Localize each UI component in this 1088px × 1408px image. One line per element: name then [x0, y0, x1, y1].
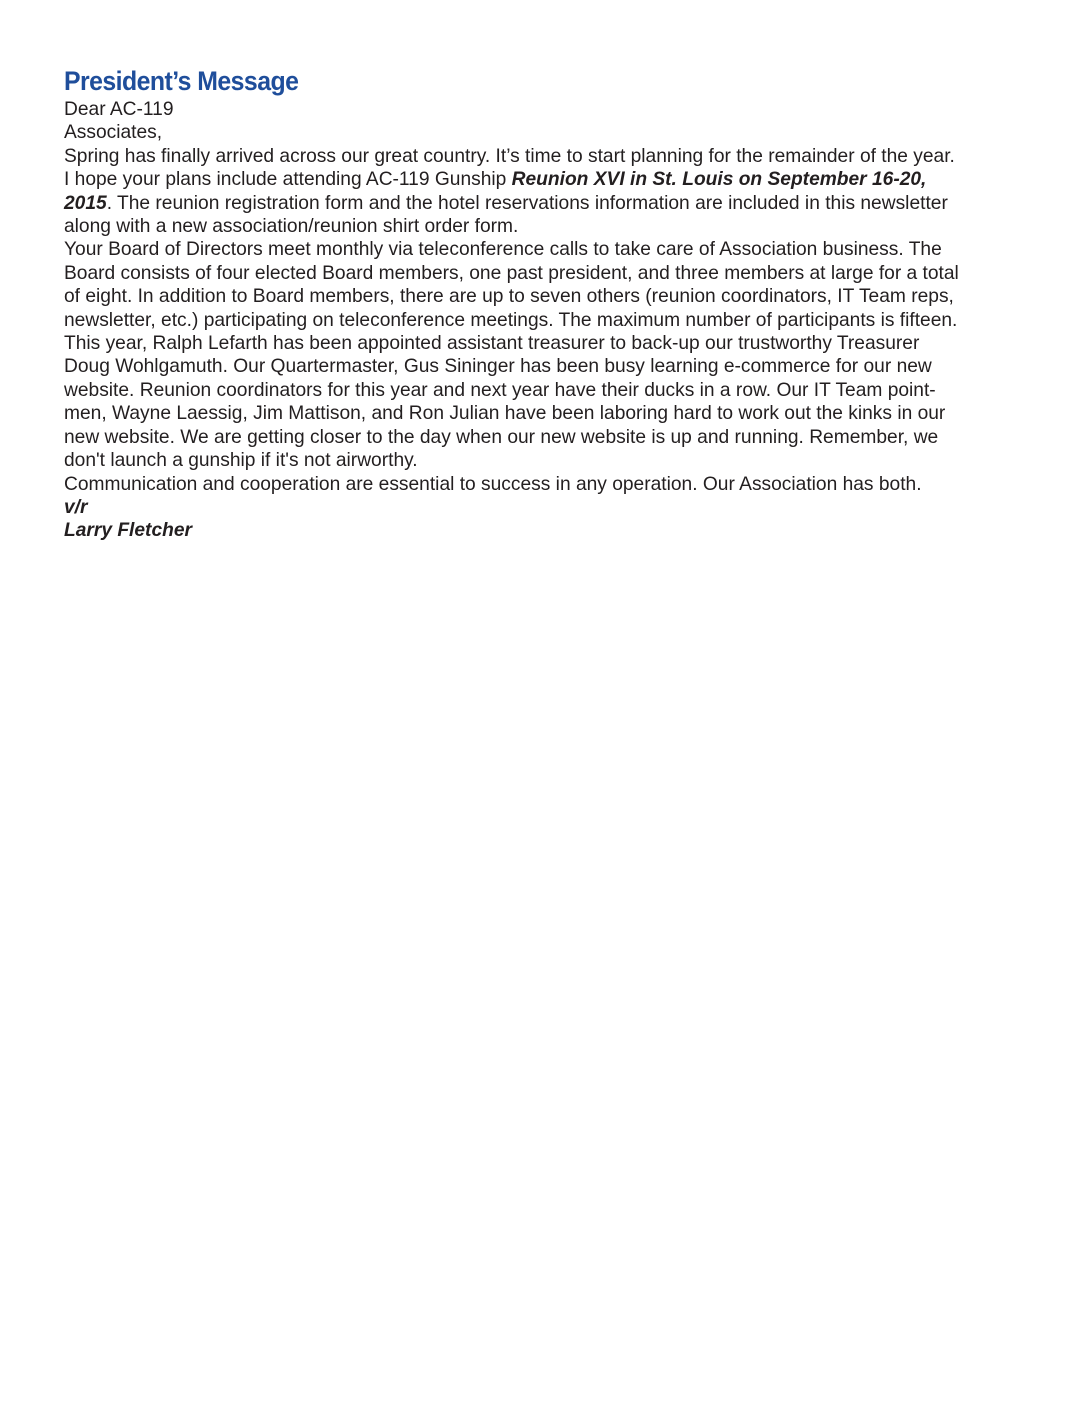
paragraph-line: newsletter, etc.) participating on teleconference meetings. The maximum number of participants is fifteen.: [64, 309, 958, 331]
reunion-year-highlight: 2015: [64, 192, 107, 214]
paragraph-line: of eight. In addition to Board members, there are up to seven others (reunion coordinators, IT Team reps,: [64, 286, 954, 308]
paragraph-line: Communication and cooperation are essential to success in any operation. Our Association has both.: [64, 473, 922, 495]
page-title: President’s Message: [64, 66, 299, 96]
paragraph-line: Doug Wohlgamuth. Our Quartermaster, Gus Sininger has been busy learning e-commerce for our new: [64, 356, 932, 378]
paragraph-communication: [64, 473, 1024, 496]
paragraph-line: new website. We are getting closer to the day when our new website is up and running. Remember, we: [64, 426, 939, 448]
paragraph-line: Spring has finally arrived across our great country. It’s time to start planning for the remainder of the year.: [64, 145, 955, 167]
salutation: [64, 98, 1024, 145]
presidents-message-page: [64, 64, 1024, 543]
paragraph-line: This year, Ralph Lefarth has been appointed assistant treasurer to back-up our trustworthy Treasurer: [64, 333, 920, 355]
paragraph-line: [64, 192, 1024, 215]
salutation-line: Dear AC-119: [64, 99, 174, 120]
paragraph-board: [64, 238, 1024, 472]
reunion-highlight: Reunion XVI in St. Louis on September 16-20,: [511, 169, 927, 191]
salutation-line: Associates,: [64, 122, 163, 144]
paragraph-line: don't launch a gunship if it's not airworthy.: [64, 450, 418, 472]
paragraph-line: Your Board of Directors meet monthly via teleconference calls to take care of Association business. The: [64, 239, 942, 261]
paragraph-line: [64, 168, 1024, 191]
closing: v/r: [64, 496, 88, 518]
text-run: . The reunion registration form and the hotel reservations information are included in this newsletter: [106, 192, 948, 214]
signature-name: Larry Fletcher: [64, 520, 192, 542]
paragraph-line: men, Wayne Laessig, Jim Mattison, and Ron Julian have been laboring hard to work out the kinks in our: [64, 403, 946, 425]
paragraph-reunion: [64, 145, 1024, 239]
text-run: I hope your plans include attending AC-119 Gunship: [64, 169, 512, 191]
signature-block: [64, 496, 1024, 543]
paragraph-line: along with a new association/reunion shirt order form.: [64, 216, 519, 238]
paragraph-line: website. Reunion coordinators for this year and next year have their ducks in a row. Our IT Team point-: [64, 379, 936, 401]
paragraph-line: Board consists of four elected Board members, one past president, and three members at large for a total: [64, 262, 959, 284]
